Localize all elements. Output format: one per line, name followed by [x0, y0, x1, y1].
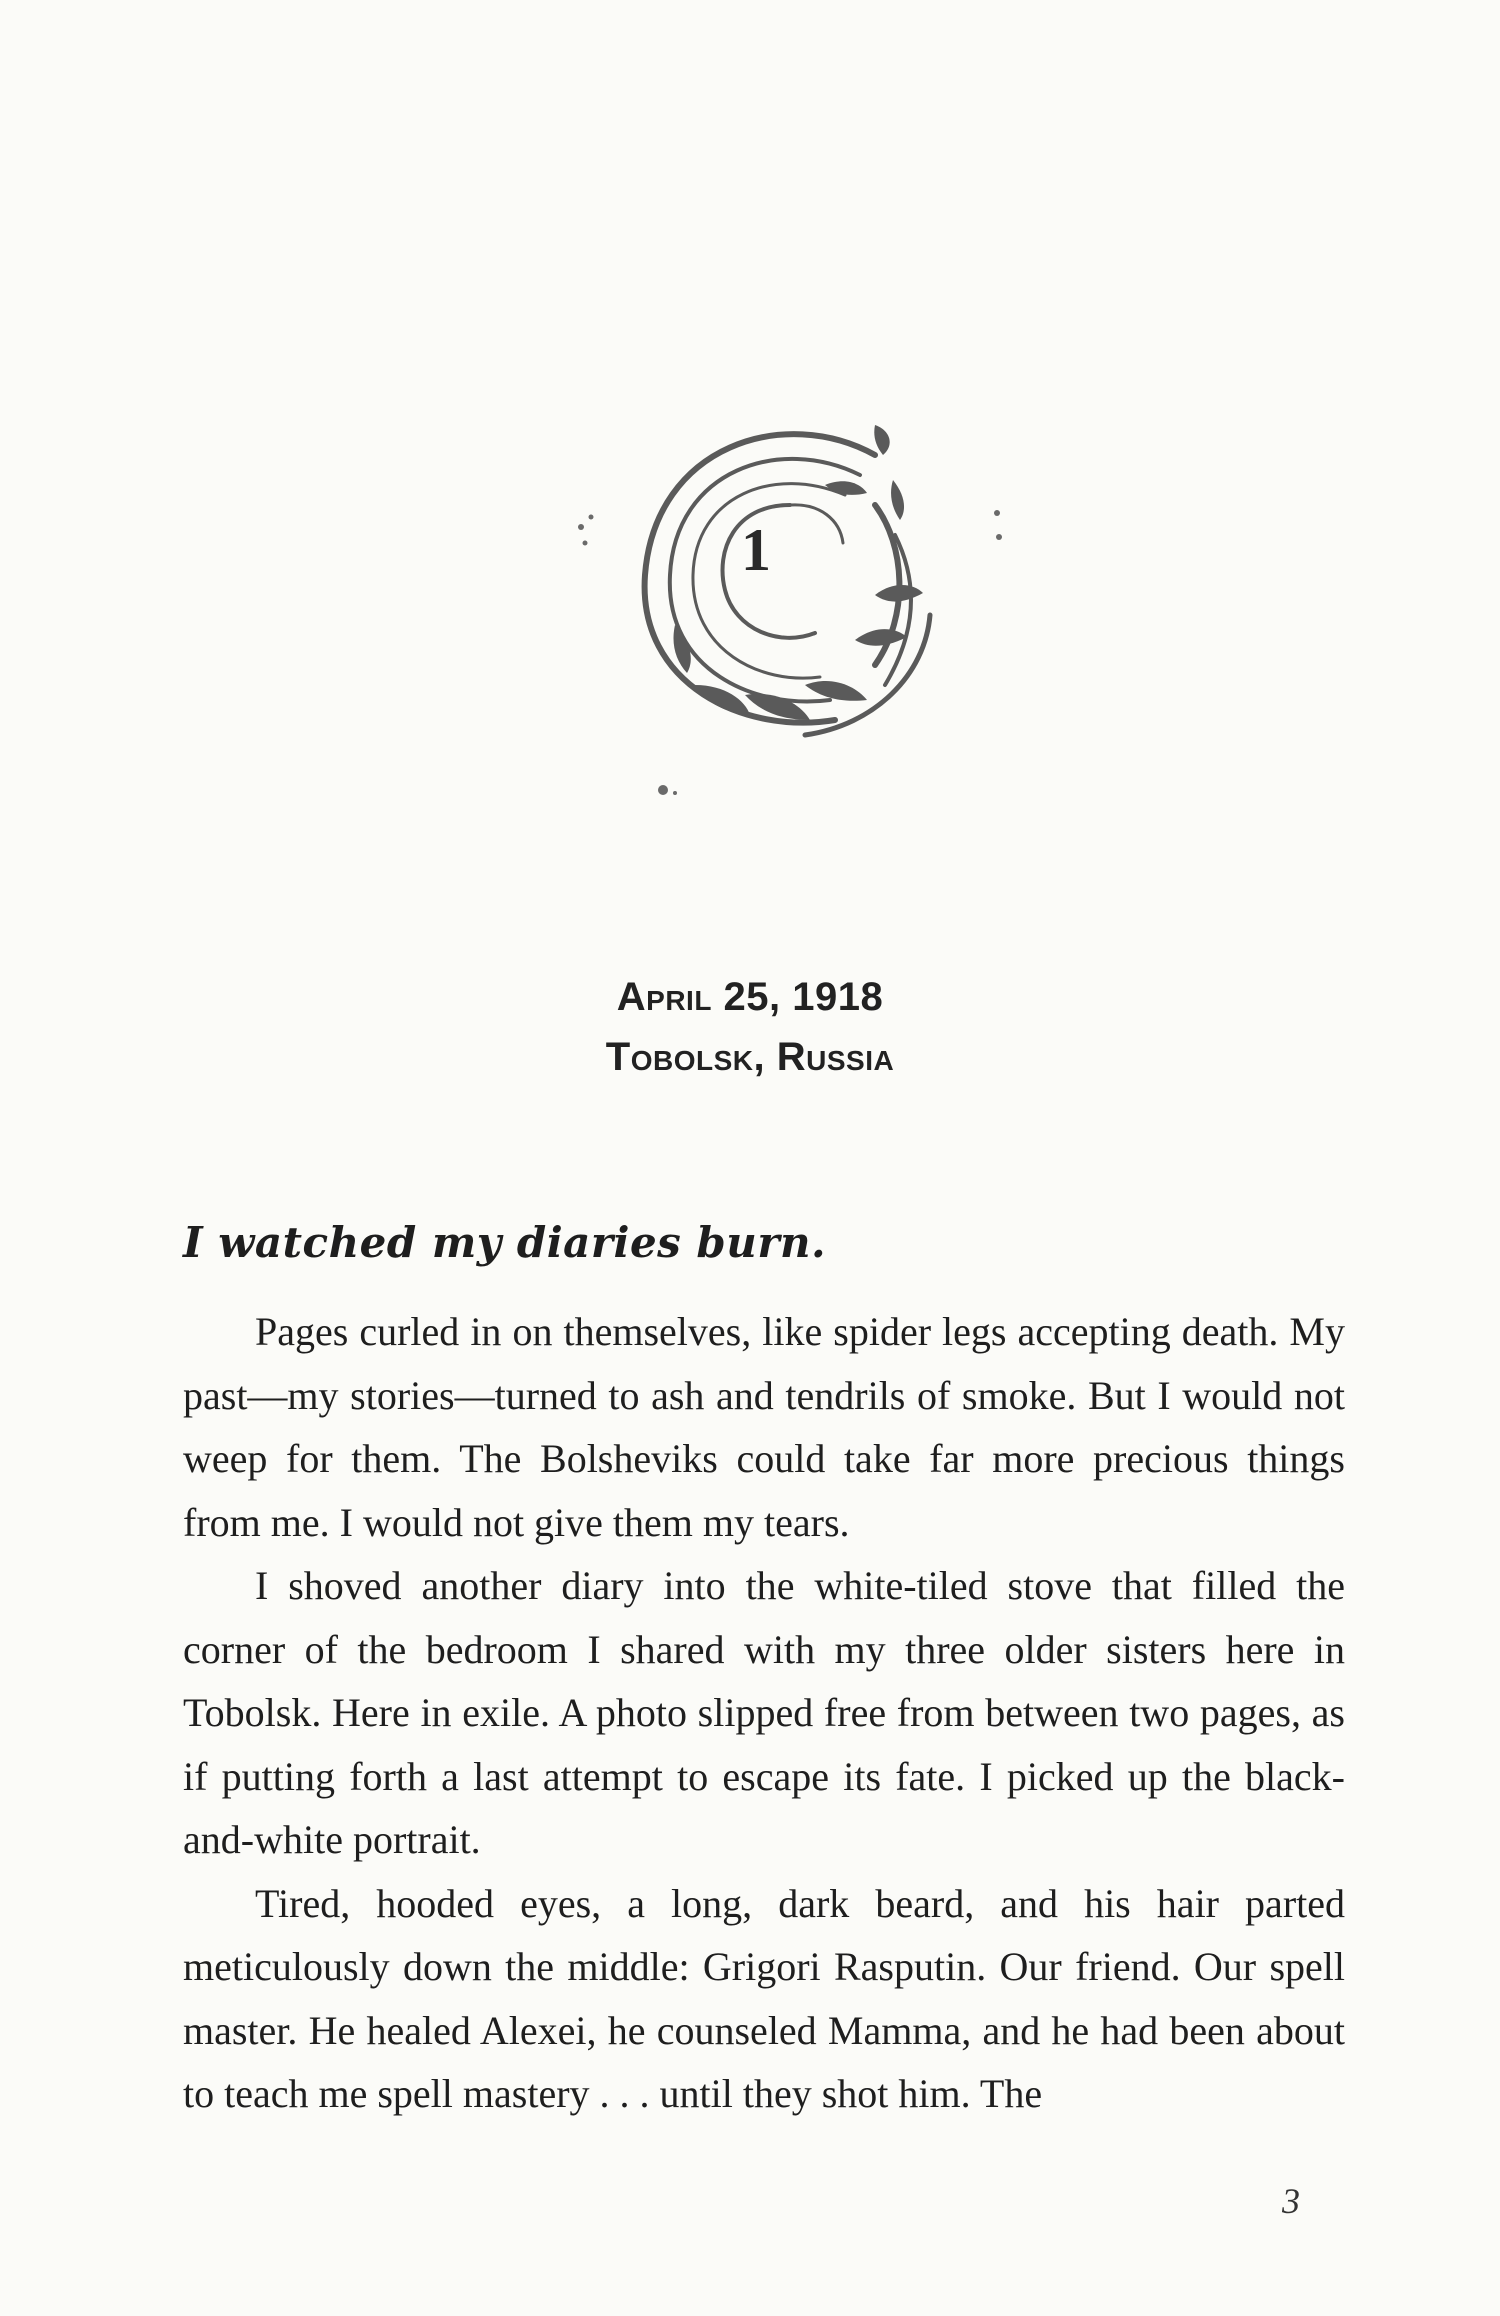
opening-line: I watched my diaries burn. [183, 1218, 827, 1267]
chapter-ornament [575, 385, 1025, 805]
swirl-ornament-icon [575, 385, 1025, 805]
chapter-date: April 25, 1918 [616, 975, 884, 1019]
body-text [183, 1300, 1345, 2126]
page-number: 3 [1282, 2181, 1300, 2221]
chapter-number: 1 [741, 517, 771, 583]
paragraph: Pages curled in on themselves, like spider legs accepting death. My past—my stories—turned to ash and tendrils of smoke. But I would not weep for them. The Bolsheviks could take far more precious things from me. I would not give them my tears. [183, 1309, 1345, 1545]
paragraph: Tired, hooded eyes, a long, dark beard, and his hair parted meticulously down the middle: Grigori Rasputin. Our friend. Our spell master. He healed Alexei, he counseled Mamma, and he had been about to teach me spell mastery . . . until they shot him. The [183, 1880, 1345, 2116]
paragraph: I shoved another diary into the white-tiled stove that filled the corner of the bedroom I shared with my three older sisters here in Tobolsk. Here in exile. A photo slipped free from between two pages, as if putting forth a last attempt to escape its fate. I picked up the black-and-white portrait. [183, 1563, 1345, 1862]
chapter-location: Tobolsk, Russia [605, 1035, 895, 1079]
